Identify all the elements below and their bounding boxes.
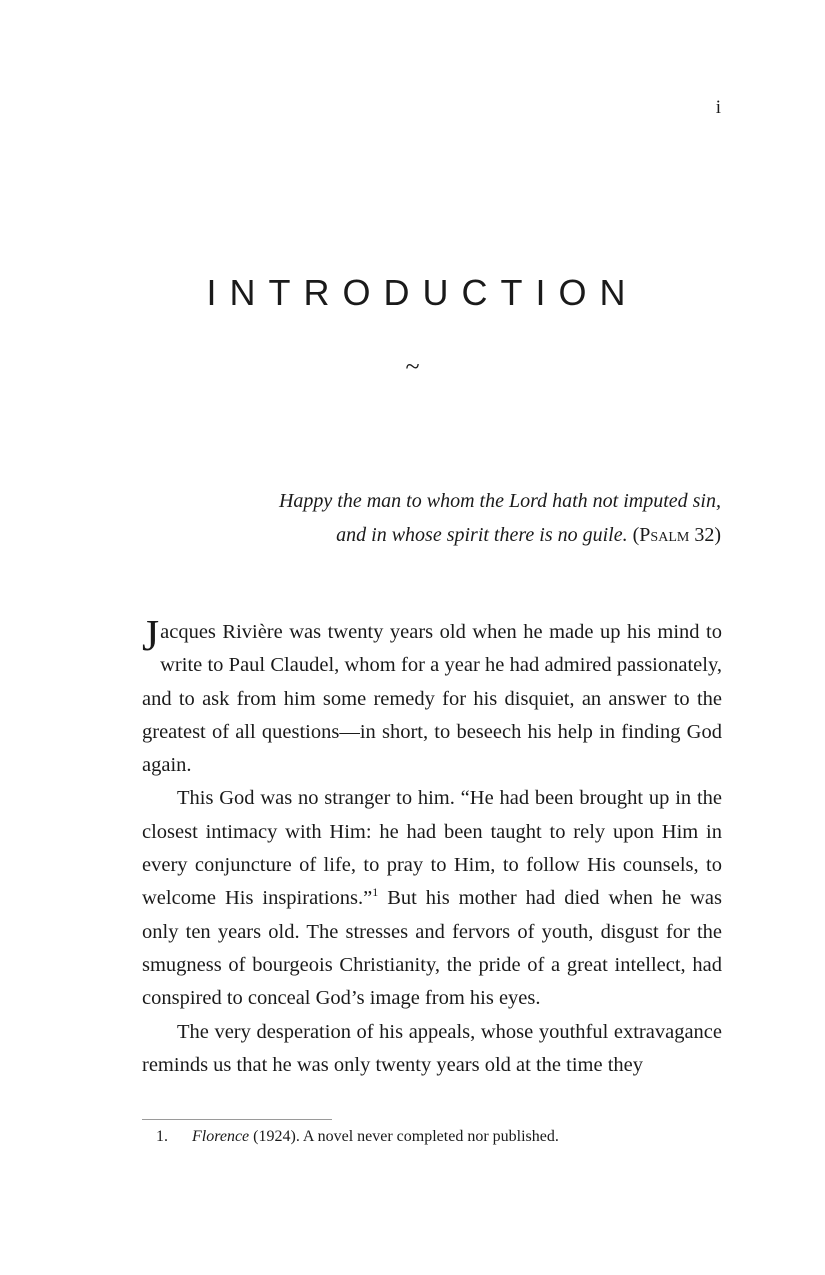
footnote-title: Florence — [192, 1128, 250, 1145]
paragraph-2 — [142, 782, 722, 1015]
epigraph-line-2 — [121, 518, 721, 552]
paragraph-2-text-b: But his mother had died when he was only ten years old. The stresses and fervors of youth, disgust for the smugness of bourgeois Christianity, the pride of a great intellect, had conspired to conceal God’s image from his eyes. — [142, 887, 723, 1010]
epigraph-line-1 — [121, 484, 721, 518]
epigraph-citation-close: ) — [714, 524, 721, 546]
footnote-reference[interactable]: 1 — [372, 885, 379, 900]
page-number: i — [715, 97, 721, 118]
footnote-divider — [142, 1119, 332, 1120]
epigraph — [121, 484, 721, 552]
ornament-flourish: ~ — [405, 352, 420, 381]
paragraph-2-text-a: This God was no stranger to him. “He had been brought up in the closest intimacy with Him: he had been taught to rely upon Him in every conjuncture of life, to pray to Him, to follow His counsels, to welcome His inspirations.” — [142, 787, 722, 910]
epigraph-citation-open: ( — [632, 524, 640, 546]
epigraph-quote-line-1: Happy the man to whom the Lord hath not imputed sin, — [278, 490, 721, 512]
footnote-number: 1. — [156, 1128, 168, 1145]
epigraph-quote-line-2: and in whose spirit there is no guile. — [336, 524, 628, 546]
epigraph-citation: Psalm 32 — [639, 524, 715, 546]
body-text — [142, 611, 723, 1082]
paragraph-3-text: The very desperation of his appeals, whose youthful extravagance reminds us that he was only twenty years old at the time they — [142, 1020, 722, 1076]
drop-cap: J — [142, 611, 160, 660]
paragraph-3 — [142, 1016, 722, 1083]
footnote-text: (1924). A novel never completed nor published. — [249, 1128, 559, 1145]
footnote-1 — [156, 1127, 722, 1147]
chapter-title: INTRODUCTION — [206, 272, 639, 313]
paragraph-1 — [142, 611, 722, 782]
paragraph-1-text: acques Rivière was twenty years old when he made up his mind to write to Paul Claudel, whom for a year he had admired passionately, and to ask from him some remedy for his disquiet, an answer to the greatest of all questions—in short, to beseech his help in finding God again. — [142, 621, 722, 777]
